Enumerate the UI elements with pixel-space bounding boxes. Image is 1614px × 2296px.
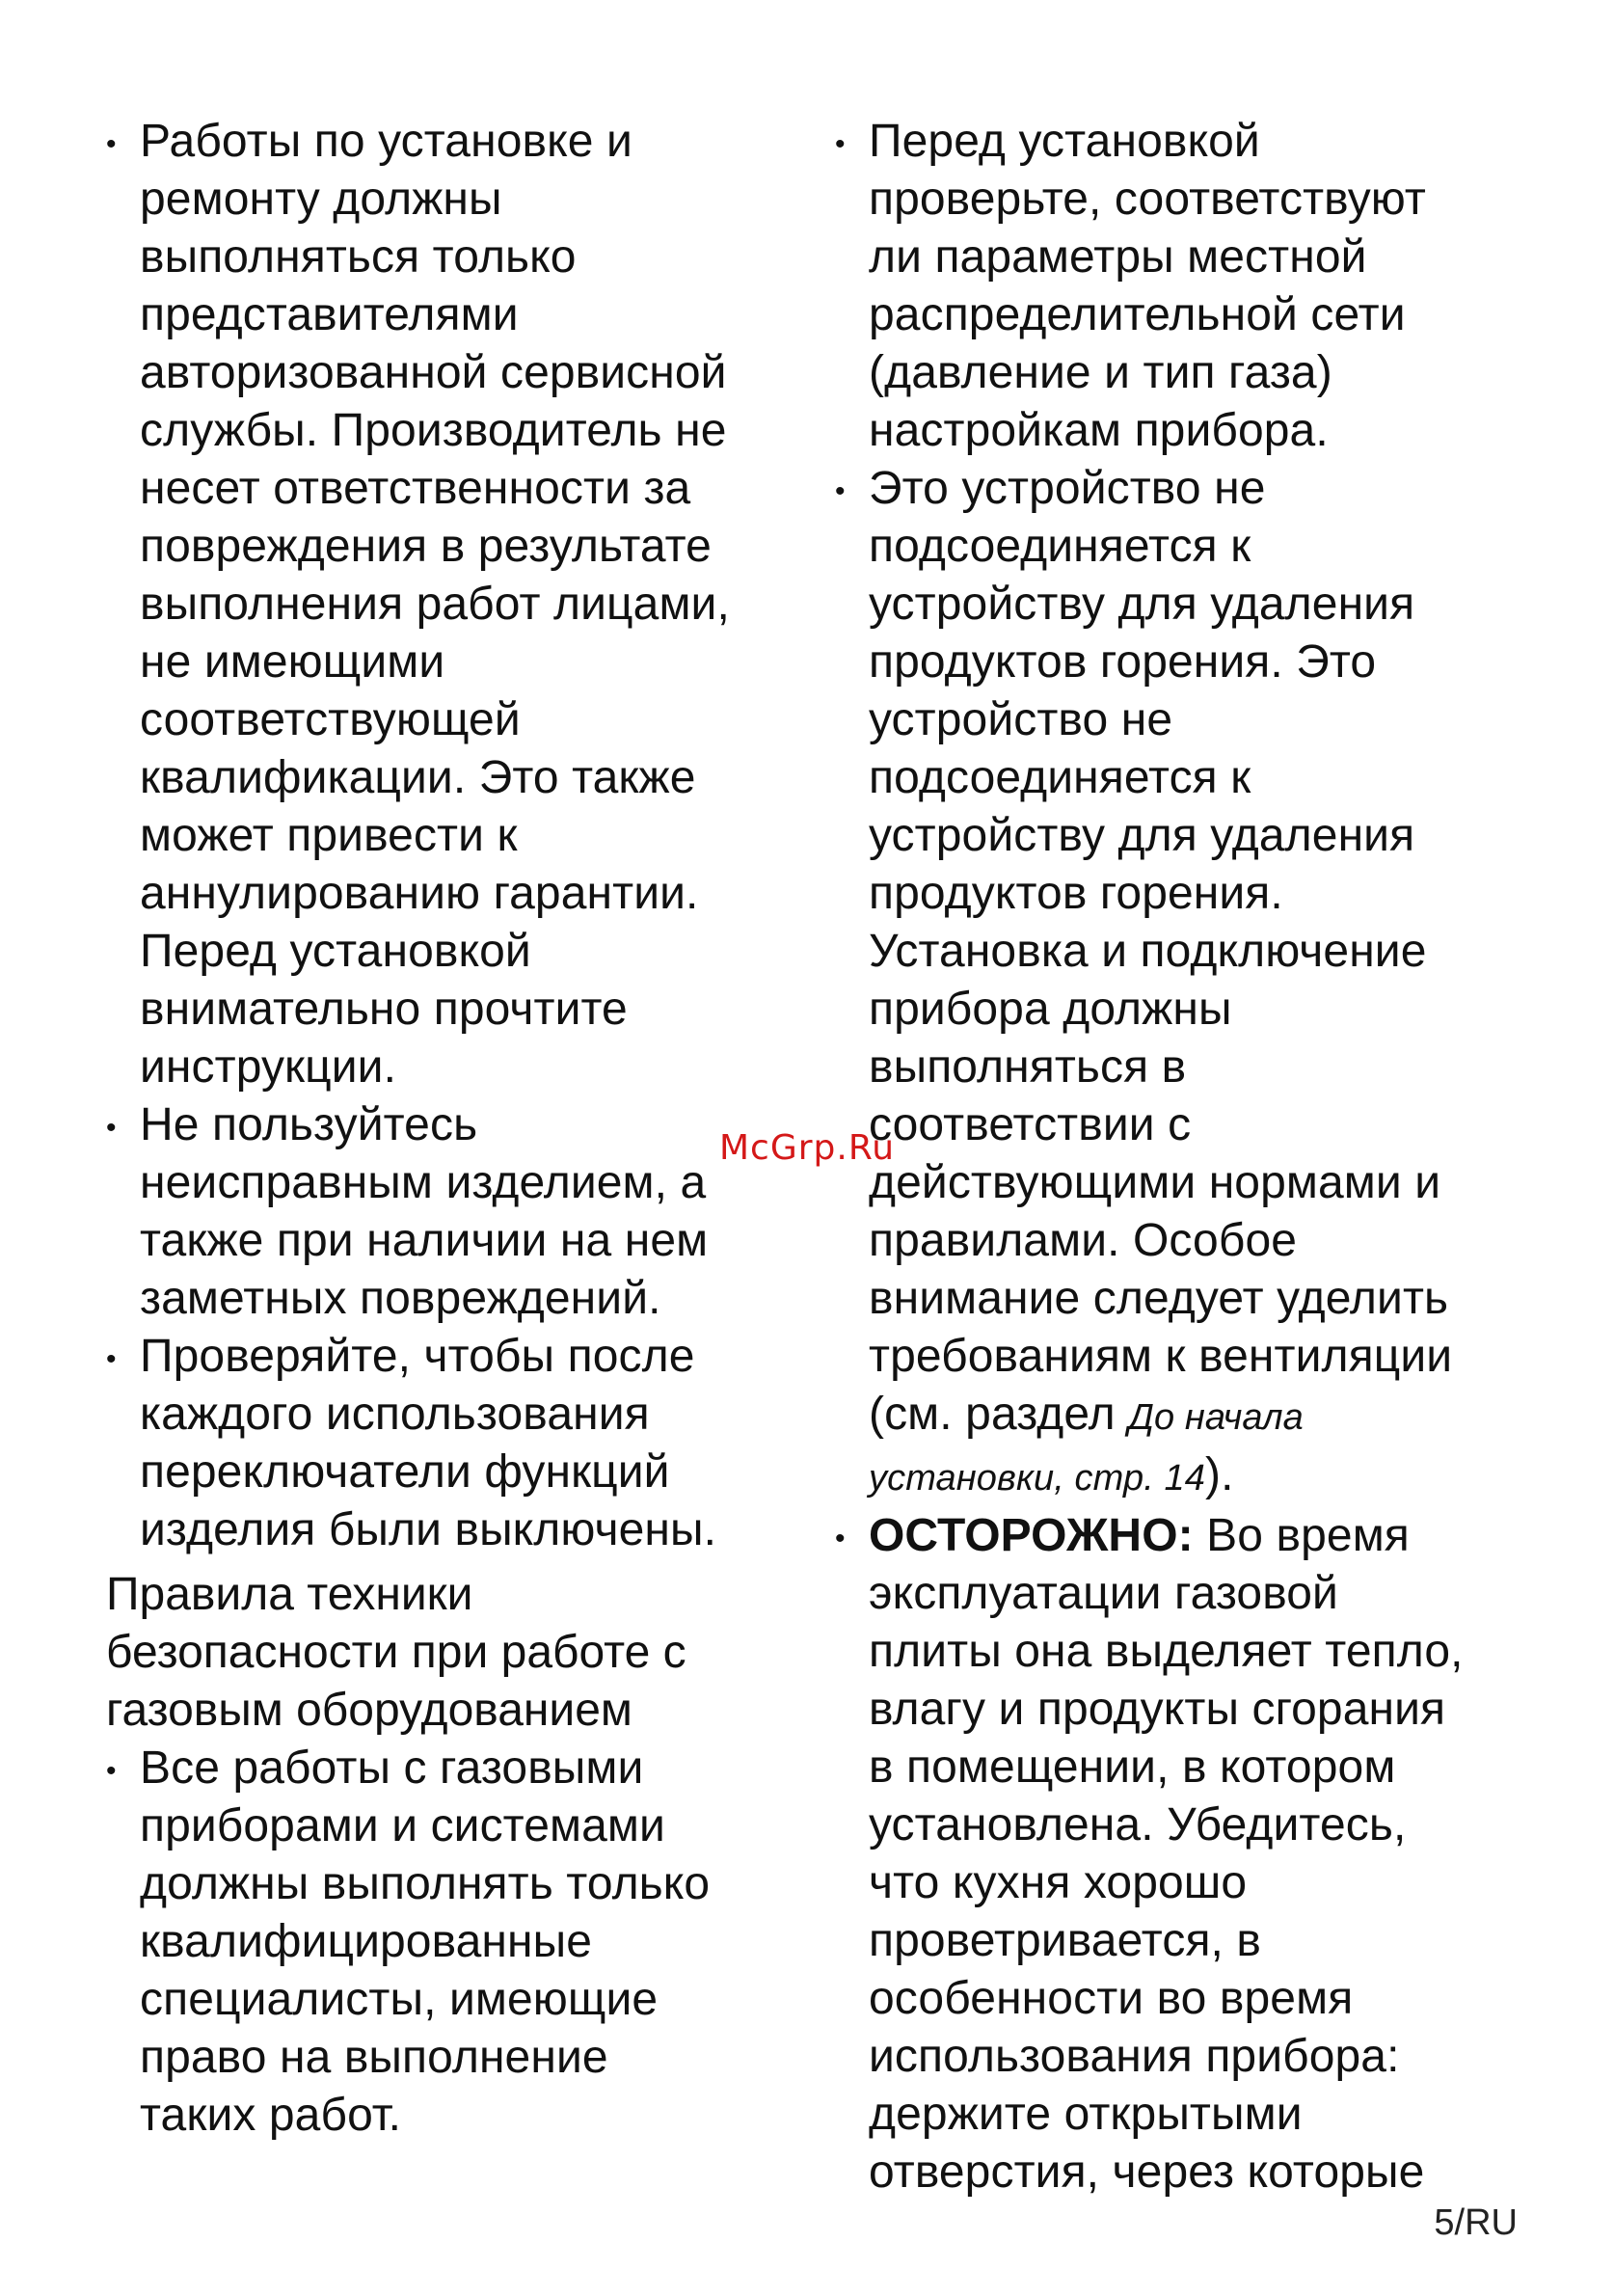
section-reference-link[interactable]: До начала установки, стр. 14 <box>869 1397 1304 1499</box>
list-item: • Работы по установке и ремонту должны выполняться только представителями авторизованной сервисной службы. Производитель не несет ответственности за повреждения в результате выполнения работ лицами, не имеющими соответствующей квалификации. Это также может привести к аннулированию гарантии. Перед установкой внимательно прочтите инструкции. <box>106 113 800 1096</box>
page-number: 5/RU <box>1434 2202 1518 2243</box>
safety-list-general <box>106 113 800 1559</box>
item-text: Это устройство не подсоединяется к устройству для удаления продуктов горения. Это устройство не подсоединяется к устройству для удаления продуктов горения. Установка и подключение прибора должны выполняться в соответствии с действующими нормами и правилами. Особое внимание следует уделить требованиям к вентиляции (см. раздел <box>869 463 1453 1440</box>
installation-list <box>835 113 1548 2201</box>
list-item: • Перед установкой проверьте, соответствуют ли параметры местной распределительной сети (давление и тип газа) настройкам прибора. <box>835 113 1548 460</box>
right-column <box>835 113 1548 2201</box>
list-item: • Проверяйте, чтобы после каждого использования переключатели функций изделия были выключены. <box>106 1328 800 1559</box>
list-item: • Не пользуйтесь неисправным изделием, а также при наличии на нем заметных повреждений. <box>106 1096 800 1328</box>
watermark: McGrp.Ru <box>719 1128 896 1168</box>
list-item: • Все работы с газовыми приборами и системами должны выполнять только квалифицированные специалисты, имеющие право на выполнение таких работ. <box>106 1740 800 2145</box>
left-column <box>106 113 800 2145</box>
list-item <box>835 1507 1548 2201</box>
warning-label: ОСТОРОЖНО: <box>869 1510 1194 1561</box>
item-closing: ). <box>1204 1449 1234 1500</box>
gas-safety-heading: Правила техники безопасности при работе с газовым оборудованием <box>106 1569 686 1736</box>
item-text: Во время эксплуатации газовой плиты она выделяет тепло, влагу и продукты сгорания в помещении, в котором установлена. Убедитесь, что кухня хорошо проветривается, в особенности во время использования прибора: держите открытыми отверстия, через которые <box>869 1510 1464 2198</box>
list-item <box>835 460 1548 1507</box>
safety-list-gas <box>106 1740 800 2145</box>
